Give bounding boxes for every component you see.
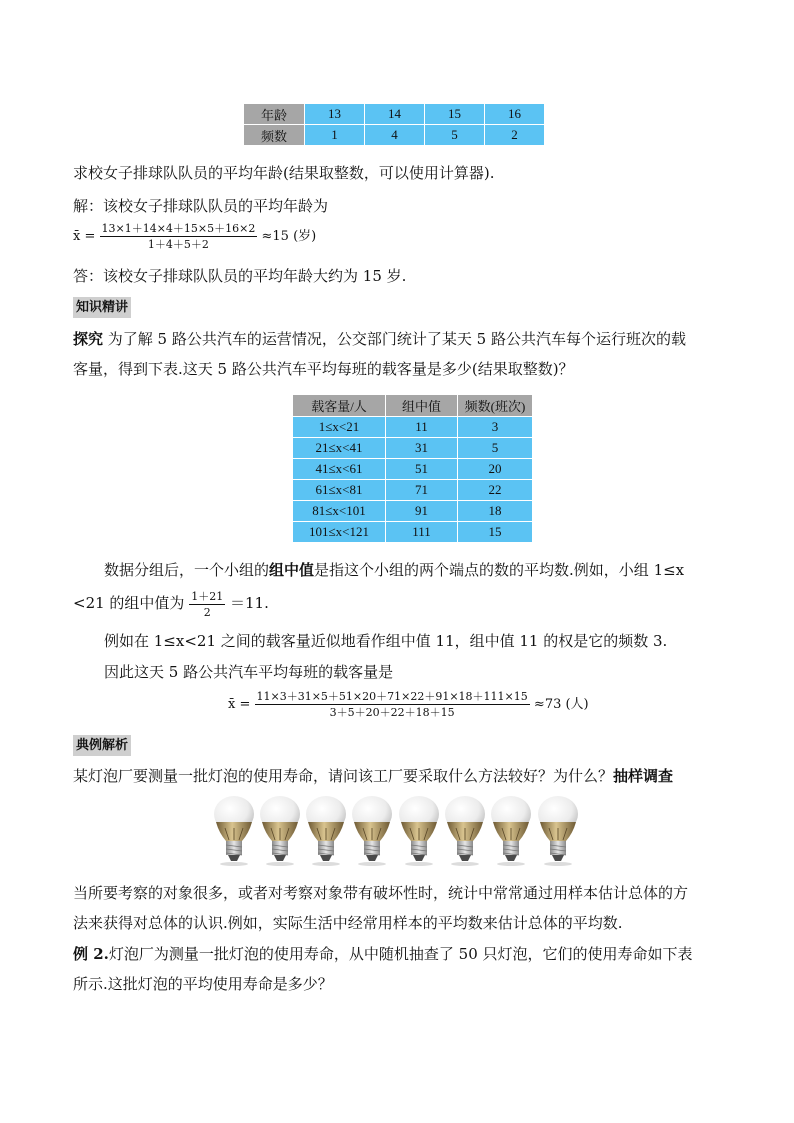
ex1-answer: 答：该校女子排球队队员的平均年龄大约为 15 岁. [73, 267, 407, 285]
table-cell: 111 [386, 522, 458, 543]
midpoint-line-2 [73, 588, 269, 619]
table-cell: 11 [386, 417, 458, 438]
midpoint-fraction [189, 590, 225, 619]
table-row [293, 480, 533, 501]
xbar-symbol: x̄ = [73, 229, 96, 244]
light-bulb-icon [444, 795, 486, 867]
section-heading-examples: 典例解析 [73, 735, 131, 756]
fraction-denominator: 1＋4＋5＋2 [147, 238, 209, 251]
explore-line-2: 客量，得到下表.这天 5 路公共汽车平均每班的载客量是多少(结果取整数)？ [73, 360, 574, 378]
table-header-cell: 组中值 [386, 395, 458, 417]
midpoint-line-3: 例如在 1≤x<21 之间的载客量近似地看作组中值 11，组中值 11 的权是它的频数 3. [104, 632, 668, 650]
ex2-line-2: 所示.这批灯泡的平均使用寿命是多少？ [73, 975, 333, 993]
table-cell: 4 [365, 125, 425, 146]
table-cell: 21≤x<41 [293, 438, 386, 459]
light-bulb-icon [213, 795, 255, 867]
fraction-numerator: 11×3＋31×5＋51×20＋71×22＋91×18＋111×15 [256, 690, 528, 703]
bus-fraction [255, 690, 530, 719]
explore-text-1: 为了解 5 路公共汽车的运营情况，公交部门统计了某天 5 路公共汽车每个运行班次的载 [103, 330, 686, 348]
term-midpoint: 组中值 [269, 561, 315, 579]
table-row [293, 522, 533, 543]
light-bulb-icon [537, 795, 579, 867]
text-span: 某灯泡厂要测量一批灯泡的使用寿命，请问该工厂要采取什么方法较好？为什么？ [73, 767, 614, 785]
midpoint-line-4: 因此这天 5 路公共汽车平均每班的载客量是 [104, 663, 394, 681]
table-cell: 15 [425, 104, 485, 125]
table-cell: 15 [458, 522, 533, 543]
table-cell: 81≤x<101 [293, 501, 386, 522]
ex2-line-1 [73, 944, 693, 964]
bus-formula [228, 690, 589, 719]
text-span: ＝11. [230, 594, 269, 612]
explore-label: 探究 [73, 330, 104, 348]
table-cell: 31 [386, 438, 458, 459]
table-cell: 1 [305, 125, 365, 146]
table-cell: 61≤x<81 [293, 480, 386, 501]
text-span: <21 的组中值为 [73, 594, 185, 612]
table-row [293, 459, 533, 480]
fraction-denominator: 3＋5＋20＋22＋18＋15 [329, 706, 455, 719]
table-header-cell: 频数(班次) [458, 395, 533, 417]
text-span: 数据分组后，一个小组的 [104, 561, 270, 579]
table-cell: 3 [458, 417, 533, 438]
fraction-denominator: 2 [203, 605, 211, 619]
table-row [293, 417, 533, 438]
table-cell: 71 [386, 480, 458, 501]
midpoint-line-1 [104, 560, 684, 580]
bulb-answer: 抽样调查 [613, 767, 674, 785]
table-cell: 41≤x<61 [293, 459, 386, 480]
bus-table [292, 394, 533, 543]
section-heading-knowledge: 知识精讲 [73, 297, 131, 318]
table-cell: 频数 [244, 125, 305, 146]
table-cell: 51 [386, 459, 458, 480]
ex1-fraction [100, 222, 258, 251]
table-row [244, 104, 545, 125]
table-cell: 2 [485, 125, 545, 146]
table-row [293, 438, 533, 459]
light-bulb-icon [490, 795, 532, 867]
table-cell: 1≤x<21 [293, 417, 386, 438]
table-cell: 13 [305, 104, 365, 125]
sampling-line-2: 法来获得对总体的认识.例如，实际生活中经常用样本的平均数来估计总体的平均数. [73, 914, 623, 932]
text-span: 灯泡厂为测量一批灯泡的使用寿命，从中随机抽查了 50 只灯泡，它们的使用寿命如下表 [108, 945, 693, 963]
table-header-cell: 载客量/人 [293, 395, 386, 417]
ex1-result: ≈15 (岁) [261, 229, 317, 244]
light-bulb-icon [351, 795, 393, 867]
table-cell: 20 [458, 459, 533, 480]
table-cell: 16 [485, 104, 545, 125]
sampling-line-1: 当所要考察的对象很多，或者对考察对象带有破坏性时，统计中常常通过用样本估计总体的方 [73, 884, 689, 902]
light-bulb-icon [305, 795, 347, 867]
light-bulb-icon [259, 795, 301, 867]
text-span: 是指这个小组的两个端点的数的平均数.例如，小组 1≤x [314, 561, 685, 579]
ex1-question: 求校女子排球队队员的平均年龄(结果取整数，可以使用计算器). [73, 164, 495, 182]
table-cell: 5 [458, 438, 533, 459]
fraction-numerator: 1＋21 [191, 589, 224, 603]
table-row [293, 501, 533, 522]
ex1-formula [73, 222, 316, 251]
bulb-question [73, 766, 673, 786]
table-cell: 5 [425, 125, 485, 146]
table-cell: 101≤x<121 [293, 522, 386, 543]
xbar-symbol: x̄ = [228, 697, 251, 712]
table-header-row [293, 395, 533, 417]
table-cell: 18 [458, 501, 533, 522]
table-cell: 22 [458, 480, 533, 501]
ex1-solution-intro: 解：该校女子排球队队员的平均年龄为 [73, 197, 329, 215]
light-bulb-icon [398, 795, 440, 867]
ex2-label: 例 2. [73, 945, 109, 963]
table-cell: 91 [386, 501, 458, 522]
table-cell: 14 [365, 104, 425, 125]
table-row [244, 125, 545, 146]
age-table [243, 103, 545, 146]
fraction-numerator: 13×1＋14×4＋15×5＋16×2 [101, 222, 256, 235]
bus-result: ≈73 (人) [533, 697, 589, 712]
table-cell: 年龄 [244, 104, 305, 125]
explore-line-1 [73, 329, 686, 349]
